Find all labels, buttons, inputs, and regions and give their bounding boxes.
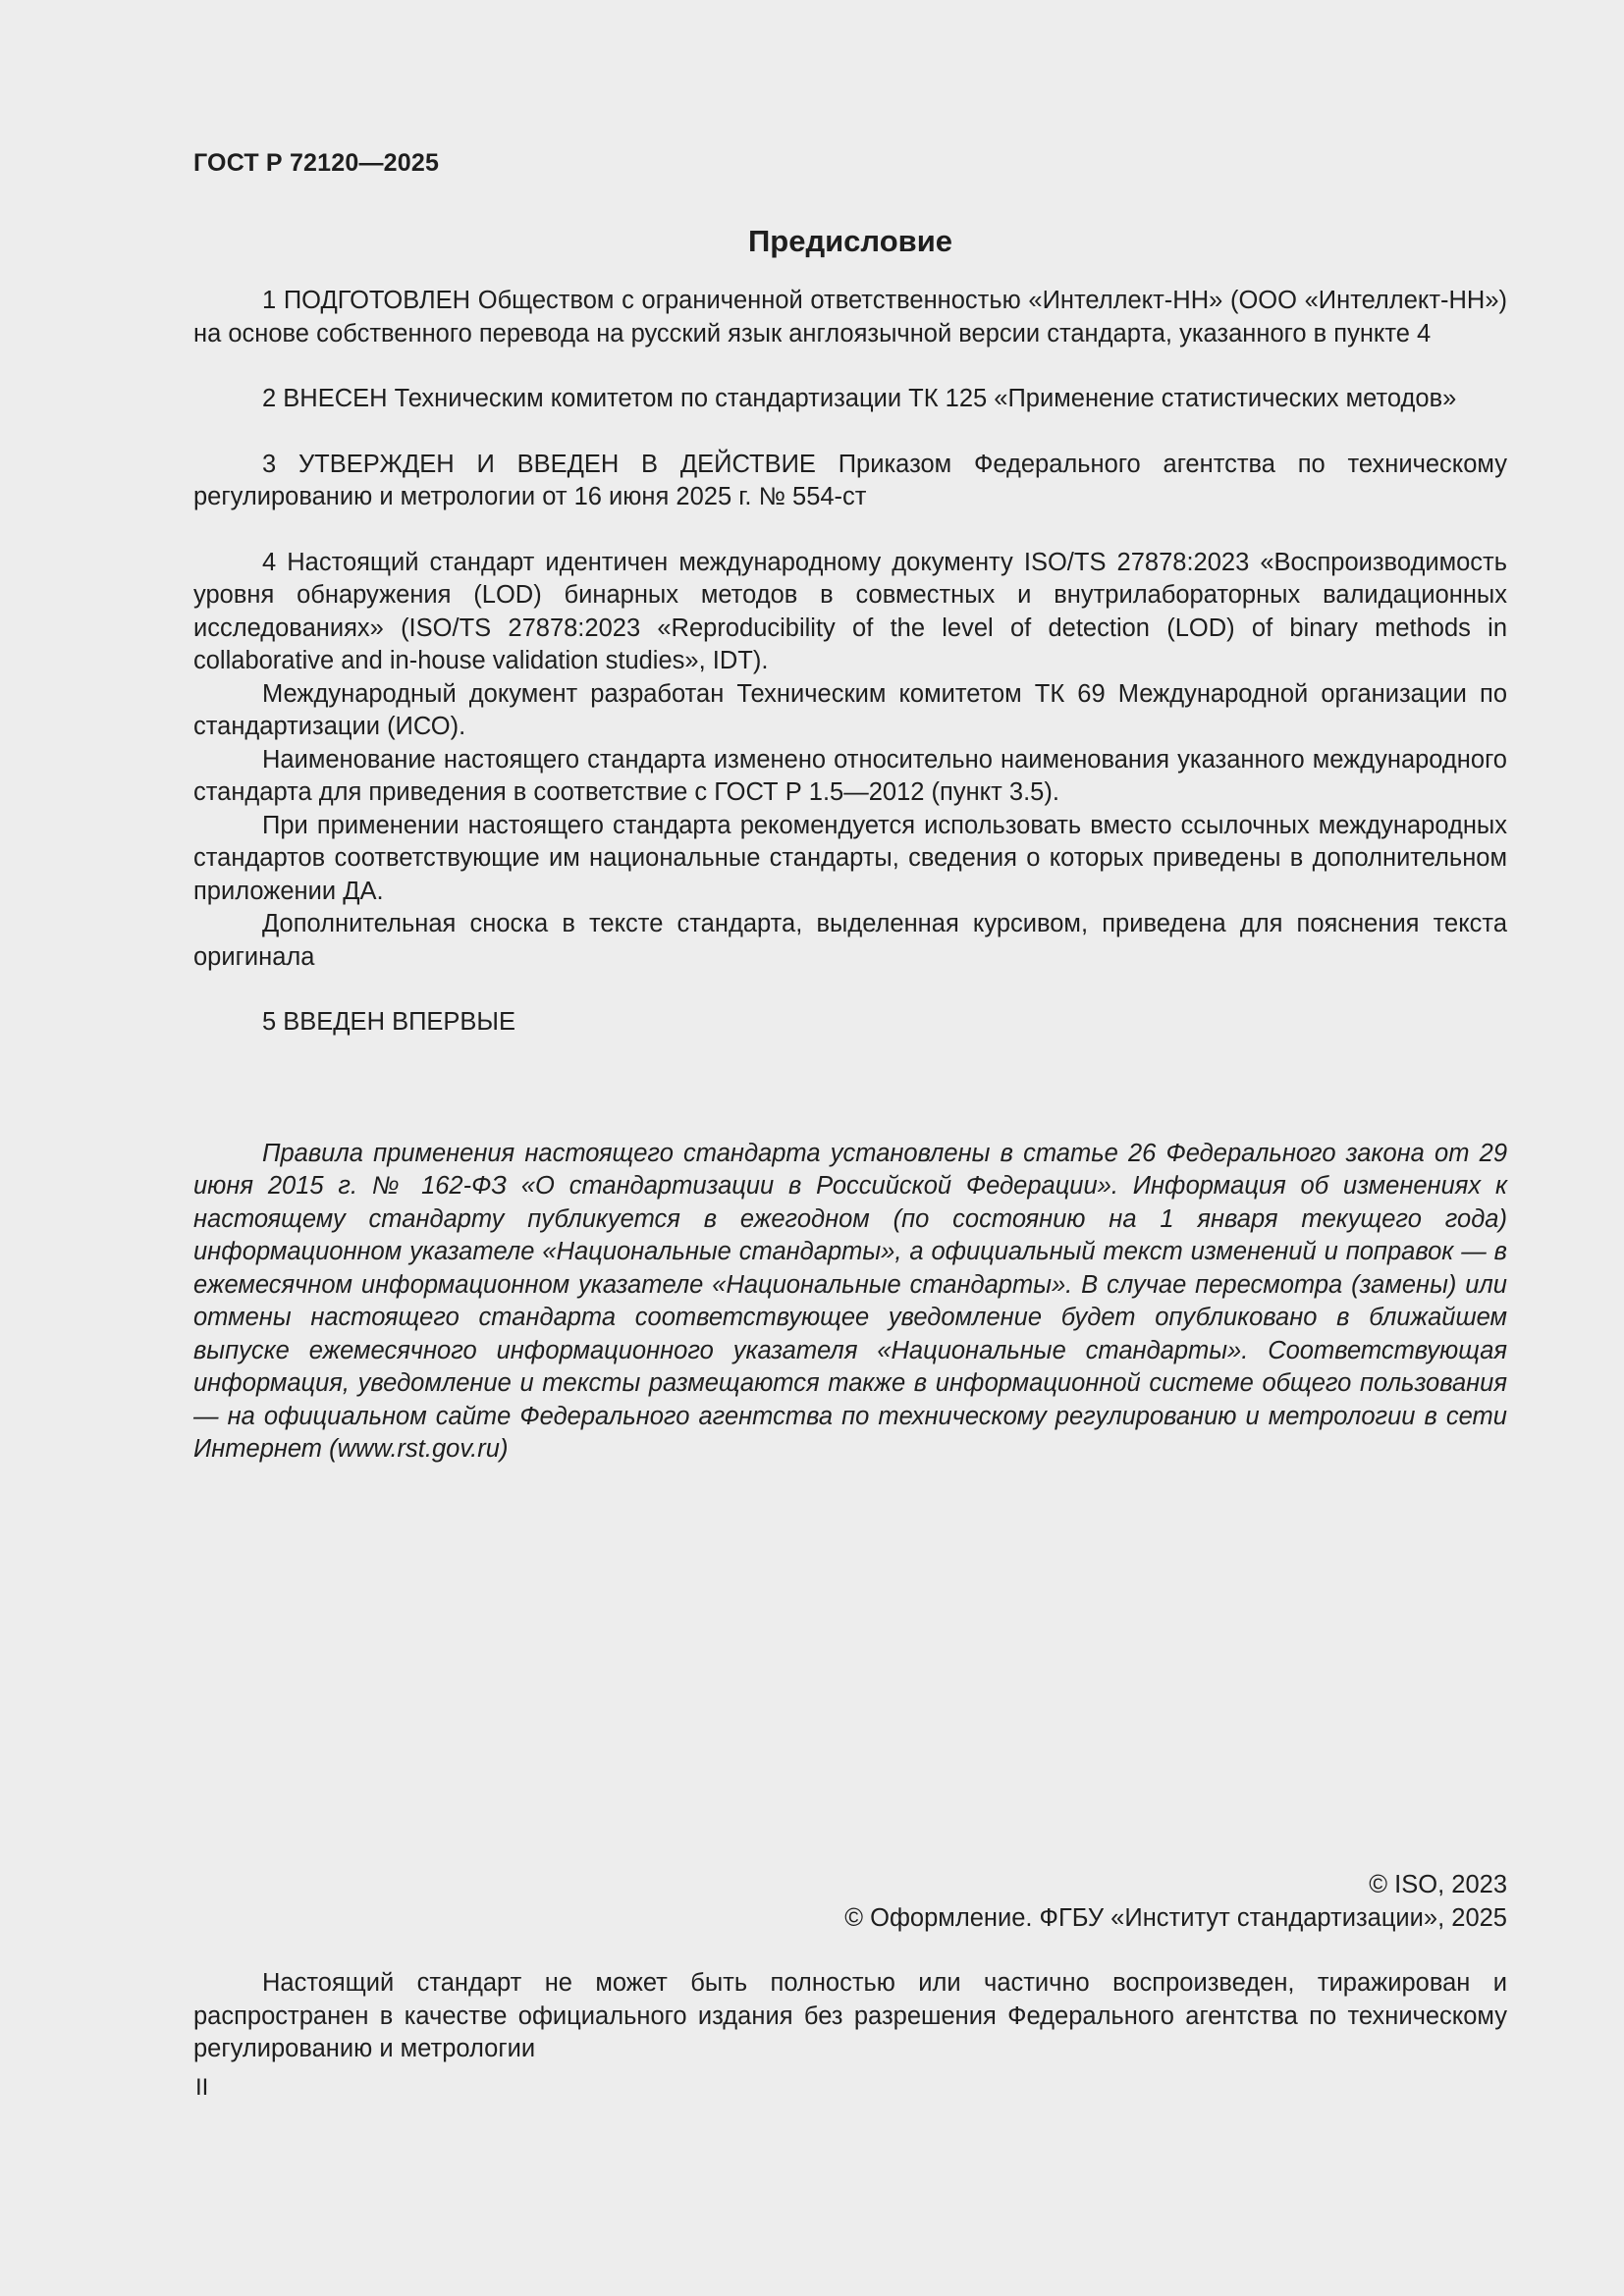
foreword-body bbox=[193, 285, 1507, 1467]
section-1: 1 ПОДГОТОВЛЕН Обществом с ограниченной ответственностью «Интеллект-НН» (ООО «Интеллект-НН») на основе собственного перевода на русский язык англоязычной версии стандарта, указанного в пункте 4 bbox=[193, 287, 1507, 347]
section-4-paragraph-3: Наименование настоящего стандарта изменено относительно наименования указанного международного стандарта для приведения в соответствие с ГОСТ Р 1.5—2012 (пункт 3.5). bbox=[193, 745, 1507, 806]
section-4-paragraph-2: Международный документ разработан Техническим комитетом ТК 69 Международной организации по стандартизации (ИСО). bbox=[193, 679, 1507, 740]
rules-note: Правила применения настоящего стандарта установлены в статье 26 Федерального закона от 29 июня 2015 г. № 162-ФЗ «О стандартизации в Российской Федерации». Информация об изменениях к настоящему стандарту публикуется в ежегодном (по состоянию на 1 января текущего года) информационном указателе «Национальные стандарты», а официальный текст изменений и поправок — в ежемесячном информационном указателе «Национальные стандарты». В случае пересмотра (замены) или отмены настоящего стандарта соответствующее уведомление будет опубликовано в ближайшем выпуске ежемесячного информационного указателя «Национальные стандарты». Соответствующая информация, уведомление и тексты размещаются также в информационной системе общего пользования — на официальном сайте Федерального агентства по техническому регулированию и метрологии в сети Интернет (www.rst.gov.ru) bbox=[193, 1139, 1507, 1463]
section-2: 2 ВНЕСЕН Техническим комитетом по стандартизации ТК 125 «Применение статистических методов» bbox=[262, 385, 1457, 412]
copyright-design: © Оформление. ФГБУ «Институт стандартизации», 2025 bbox=[844, 1904, 1507, 1932]
copyright-iso: © ISO, 2023 bbox=[1369, 1871, 1507, 1898]
section-4-paragraph-4: При применении настоящего стандарта рекомендуется использовать вместо ссылочных международных стандартов соответствующие им национальные стандарты, сведения о которых приведены в дополнительном приложении ДА. bbox=[193, 811, 1507, 905]
section-3: 3 УТВЕРЖДЕН И ВВЕДЕН В ДЕЙСТВИЕ Приказом Федерального агентства по техническому регулированию и метрологии от 16 июня 2025 г. № 554-ст bbox=[193, 450, 1507, 510]
page-title: Предисловие bbox=[747, 224, 952, 258]
section-5: 5 ВВЕДЕН ВПЕРВЫЕ bbox=[262, 1008, 516, 1036]
section-4-paragraph-5: Дополнительная сноска в тексте стандарта, выделенная курсивом, приведена для пояснения текста оригинала bbox=[193, 910, 1507, 971]
document-page bbox=[193, 0, 1507, 2296]
section-4: 4 Настоящий стандарт идентичен международному документу ISO/TS 27878:2023 «Воспроизводимость уровня обнаружения (LOD) бинарных методов в совместных и внутрилабораторных валидационных исследованиях» (ISO/TS 27878:2023 «Reproducibility of the level of detection (LOD) of binary methods in collaborative and in-house validation studies», IDT). bbox=[193, 548, 1507, 674]
page-number: II bbox=[195, 2074, 209, 2101]
reproduction-notice: Настоящий стандарт не может быть полностью или частично воспроизведен, тиражирован и распространен в качестве официального издания без разрешения Федерального агентства по техническому регулированию и метрологии bbox=[193, 1969, 1507, 2062]
copyright-block bbox=[193, 1868, 1507, 1935]
document-code: ГОСТ Р 72120—2025 bbox=[193, 149, 440, 177]
